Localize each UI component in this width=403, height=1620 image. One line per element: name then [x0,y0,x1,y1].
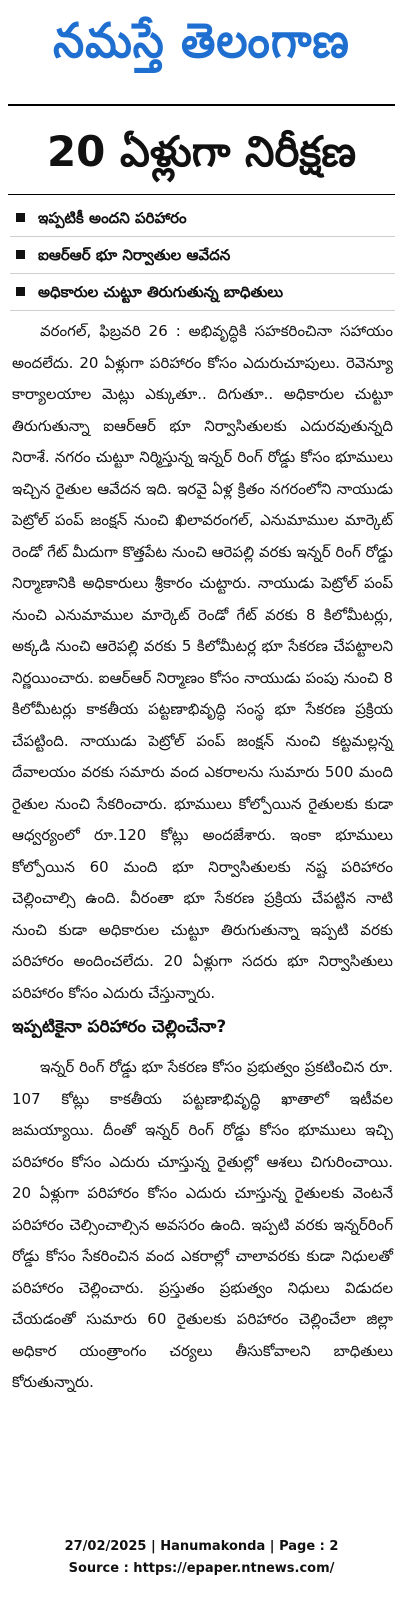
article-paragraph: వరంగల్, ఫిబ్రవరి 26 : అభివృద్ధికి సహకరించినా సహాయం అందలేదు. 20 ఏళ్లుగా పరిహారం కోసం ఎదురుచూపులు. రెవెన్యూ కార్యాలయాల మెట్లు ఎక్కుతూ.. దిగుతూ.. అధికారుల చుట్టూ తిరుగుతున్నా ఐఆర్‌ఆర్ భూ నిర్వాసితులకు ఎదురవుతున్నది నిరాశే. నగరం చుట్టూ నిర్మిస్తున్న ఇన్నర్ రింగ్ రోడ్డు కోసం భూములు ఇచ్చిన రైతుల ఆవేదన ఇది. ఇరవై ఏళ్ల క్రితం నగరంలోని నాయుడు పెట్రోల్ పంప్ జంక్షన్ నుంచి ఖిలావరంగల్, ఎనుమాముల మార్కెట్ రెండో గేట్ మీదుగా కొత్తపేట నుంచి ఆరెపల్లి వరకు ఇన్నర్ రింగ్ రోడ్డు నిర్మాణానికి అధికారులు శ్రీకారం చుట్టారు. నాయుడు పెట్రోల్ పంప్ నుంచి ఎనుమాముల మార్కెట్ రెండో గేట్ వరకు 8 కిలోమీటర్లు, అక్కడి నుంచి ఆరెపల్లి వరకు 5 కిలోమీటర్ల భూ సేకరణ చేపట్టాలని నిర్ణయించారు. ఐఆర్‌ఆర్ నిర్మాణం కోసం నాయుడు పంపు నుంచి 8 కిలోమీటర్లు కాకతీయ పట్టణాభివృద్ధి సంస్థ భూ సేకరణ ప్రక్రియ చేపట్టింది. నాయుడు పెట్రోల్ పంప్ జంక్షన్ నుంచి కట్టమల్లన్న దేవాలయం వరకు సమారు వంద ఎకరాలను సుమారు 500 మంది రైతుల నుంచి సేకరించారు. భూములు కోల్పోయిన రైతులకు కుడా ఆధ్వర్యంలో రూ.120 కోట్లు అందజేశారు. ఇంకా భూములు కోల్పోయిన 60 మంది భూ నిర్వాసితులకు నష్ట పరిహారం చెల్లించాల్సి ఉంది. వీరంతా భూ సేకరణ ప్రక్రియ చేపట్టిన నాటి నుంచి కుడా అధికారుల చుట్టూ తిరుగుతున్నా ఇప్పటి వరకు పరిహారం అందించలేదు. 20 ఏళ్లుగా సదరు భూ నిర్వాసితులు పరిహారం కోసం ఎదురు చేస్తున్నారు. [12,322,393,1002]
square-bullet-icon [16,213,25,222]
headline-divider [8,194,395,195]
bullet-item [10,237,395,274]
bullet-item [10,274,395,311]
source-footer [0,1536,403,1580]
bullet-text: ఇప్పటికీ అందని పరిహారం [38,209,187,227]
highlight-bullets [10,200,395,311]
bullet-item [10,200,395,237]
square-bullet-icon [16,250,25,259]
source-link: Source : https://epaper.ntnews.com/ [68,1561,335,1576]
article-paragraph: ఇన్నర్ రింగ్ రోడ్డు భూ సేకరణ కోసం ప్రభుత్వం ప్రకటించిన రూ. 107 కోట్లు కాకతీయ పట్టణాభివృద్ధి ఖాతాలో ఇటీవల జమయ్యాయి. దీంతో ఇన్నర్ రింగ్ రోడ్డు కోసం భూములు ఇచ్చి పరిహారం కోసం ఎదురు చూస్తున్న రైతుల్లో ఆశలు చిగురించాయి. 20 ఏళ్లుగా పరిహారం కోసం ఎదురు చూస్తున్న రైతులకు వెంటనే పరిహారం చెల్సించాల్సిన అవసరం ఉంది. ఇప్పటి వరకు ఇన్నర్‌రింగ్ రోడ్డు కోసం సేకరించిన వంద ఎకరాల్లో చాలావరకు కుడా నిధులతో పరిహారం చెల్లించారు. ప్రస్తుతం ప్రభుత్వం నిధులు విడుదల చేయడంతో సుమారు 60 రైతులకు పరిహారం చెల్లించేలా జిల్లా అధికార యంత్రాంగం చర్యలు తీసుకోవాలని బాధితులు కోరుతున్నారు. [12,1058,393,1391]
date-location-page: 27/02/2025 | Hanumakonda | Page : 2 [64,1539,339,1554]
bullet-text: అధికారుల చుట్టూ తిరుగుతున్న బాధితులు [38,283,284,301]
bullet-text: ఐఆర్‌ఆర్ భూ నిర్వాతుల ఆవేదన [38,246,231,264]
article-subheading: ఇప్పటికైనా పరిహారం చెల్లించేనా? [12,1017,227,1037]
masthead-title: నమస్తే తెలంగాణ [53,13,350,69]
headline: 20 ఏళ్లుగా నిరీక్షణ [46,127,357,176]
masthead-divider [8,104,395,106]
square-bullet-icon [16,287,25,296]
